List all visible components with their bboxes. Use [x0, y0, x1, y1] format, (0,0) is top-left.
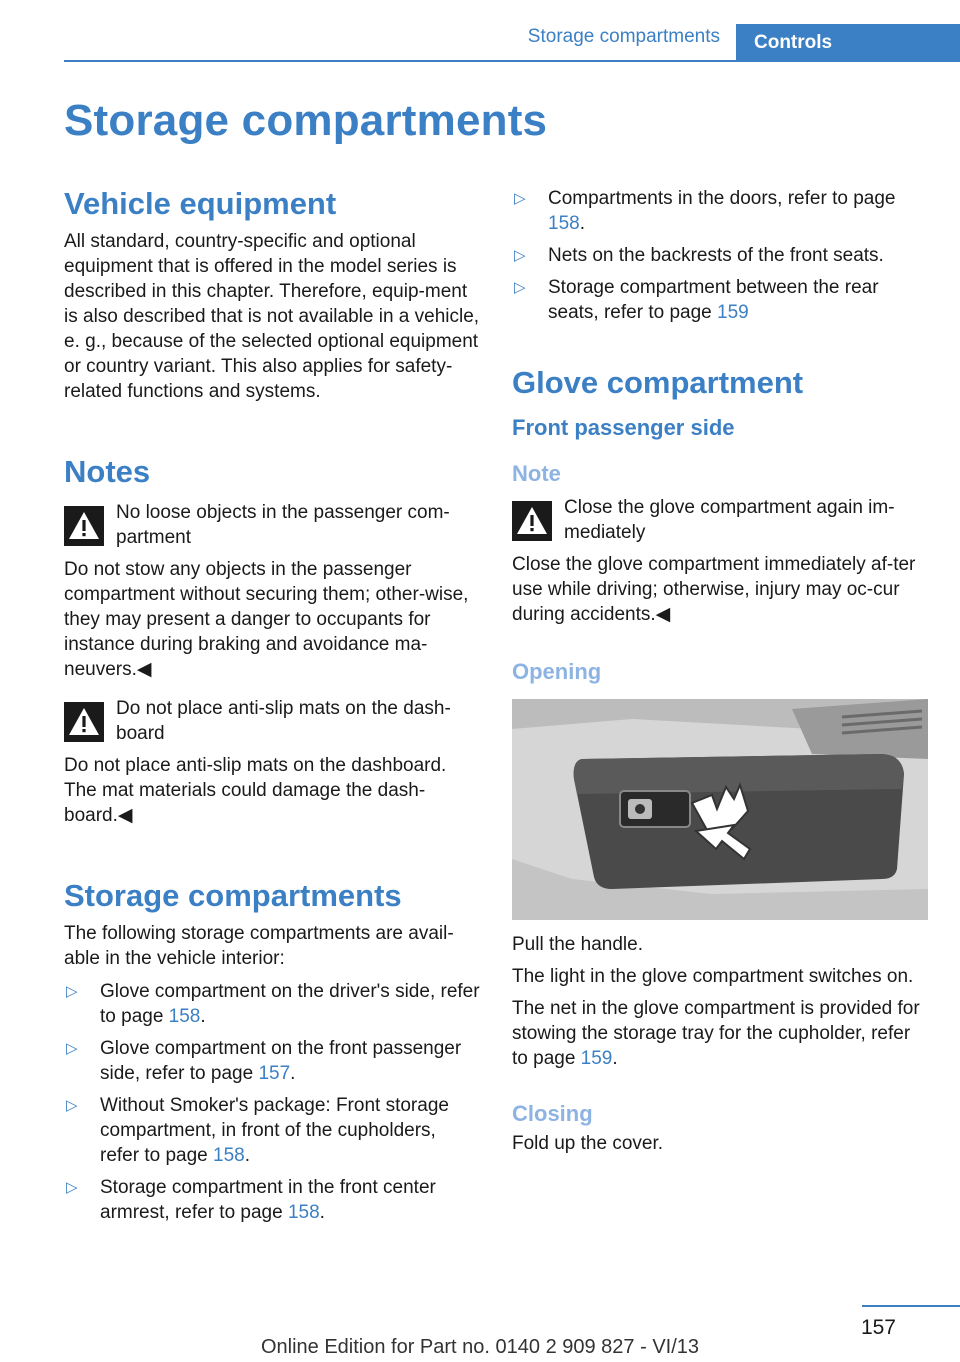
page-link[interactable]: 157	[258, 1063, 291, 1084]
list-item-text: Without Smoker's package: Front storage compartment, in front of the cupholders, refer to page	[100, 1095, 449, 1166]
page-link[interactable]: 158	[548, 213, 580, 234]
closing-heading: Closing	[512, 1101, 593, 1126]
list-item	[512, 243, 928, 268]
warning-triangle-icon	[512, 501, 552, 541]
bullet-triangle-icon: ▷	[514, 247, 526, 264]
storage-compartments-heading: Storage compartments	[64, 878, 402, 913]
list-item	[64, 1175, 480, 1225]
list-item-text: Nets on the backrests of the front seats.	[548, 245, 884, 266]
warning-title: Close the glove compartment again im-mediately	[564, 497, 895, 543]
list-item-text: Storage compartment between the rear seats, refer to page	[548, 277, 879, 323]
list-item-text: Glove compartment on the front passenger side, refer to page	[100, 1038, 462, 1084]
right-column	[512, 180, 928, 1156]
warning-triangle-icon	[64, 702, 104, 742]
bullet-triangle-icon: ▷	[66, 1179, 78, 1196]
warning-title: Do not place anti-slip mats on the dash-board	[116, 698, 451, 744]
notes-heading: Notes	[64, 454, 151, 489]
warning-body: Close the glove compartment immediately af-ter use while driving; otherwise, injury may oc-cur during accidents.◀	[512, 554, 916, 625]
front-passenger-side-heading: Front passenger side	[512, 415, 735, 440]
list-item	[512, 186, 928, 236]
storage-list-right	[512, 186, 928, 325]
list-item	[512, 275, 928, 325]
opening-heading: Opening	[512, 659, 602, 684]
edition-footer: Online Edition for Part no. 0140 2 909 827 - VI/13	[260, 1336, 700, 1358]
vehicle-equipment-heading: Vehicle equipment	[64, 186, 337, 221]
footer-rule	[862, 1305, 960, 1307]
page-title: Storage compartments	[64, 96, 548, 145]
warning-title: No loose objects in the passenger com-partment	[116, 502, 450, 548]
pull-handle-text: Pull the handle.	[512, 934, 643, 955]
warning-loose-objects	[64, 500, 480, 550]
warning-close-glove	[512, 495, 928, 545]
page-link[interactable]: 158	[168, 1006, 201, 1027]
bullet-triangle-icon: ▷	[514, 190, 526, 207]
vehicle-equipment-body: All standard, country-specific and optional equipment that is offered in the model series is described in this chapter. Therefore, equip-ment is also described that is not available in a vehicle, e. g., because of the selected optional equipment or country variant. This also applies for safety-related functions and systems.	[64, 231, 480, 402]
closing-body: Fold up the cover.	[512, 1133, 664, 1154]
list-item-text: Glove compartment on the driver's side, refer to page	[100, 981, 480, 1027]
bullet-triangle-icon: ▷	[514, 279, 526, 296]
header-rule	[64, 60, 960, 62]
bullet-triangle-icon: ▷	[66, 983, 78, 1000]
list-item	[64, 1093, 480, 1168]
list-item-text: Compartments in the doors, refer to page	[548, 188, 896, 209]
page-header	[0, 0, 960, 62]
list-item-end: .	[319, 1202, 325, 1223]
page-link[interactable]: 158	[287, 1202, 320, 1223]
page-link[interactable]: 159	[580, 1048, 613, 1069]
net-text-end: .	[612, 1048, 618, 1069]
net-text	[512, 996, 928, 1071]
glove-compartment-illustration	[512, 699, 928, 920]
light-text: The light in the glove compartment switches on.	[512, 966, 914, 987]
bullet-triangle-icon: ▷	[66, 1097, 78, 1114]
header-section-title: Storage compartments	[527, 26, 720, 47]
list-item-end: .	[579, 213, 585, 234]
list-item-end: .	[244, 1145, 251, 1166]
left-column	[64, 180, 480, 1232]
bullet-triangle-icon: ▷	[66, 1040, 78, 1057]
warning-body: Do not stow any objects in the passenger compartment without securing them; other-wise, they may present a danger to occupants for instance during braking and avoidance ma-neuvers.◀	[64, 559, 469, 680]
note-heading: Note	[512, 461, 561, 486]
warning-body: Do not place anti-slip mats on the dashboard. The mat materials could damage the dash-board.◀	[64, 755, 447, 826]
warning-triangle-icon	[64, 506, 104, 546]
page-number: 157	[860, 1316, 896, 1339]
list-item-text: Storage compartment in the front center armrest, refer to page	[100, 1177, 436, 1223]
list-item	[64, 1036, 480, 1086]
net-text-body: The net in the glove compartment is provided for stowing the storage tray for the cupholder, refer to page	[512, 998, 920, 1069]
glove-compartment-heading: Glove compartment	[512, 365, 804, 400]
list-item-end: .	[200, 1006, 206, 1027]
list-item-end: .	[290, 1063, 296, 1084]
warning-anti-slip-mats	[64, 696, 480, 746]
page-link[interactable]: 158	[213, 1145, 245, 1166]
storage-list-left	[64, 979, 480, 1225]
list-item	[64, 979, 480, 1029]
storage-intro: The following storage compartments are avail-able in the vehicle interior:	[64, 923, 454, 969]
header-chapter-tab: Controls	[736, 24, 960, 62]
page-link[interactable]: 159	[717, 302, 749, 323]
